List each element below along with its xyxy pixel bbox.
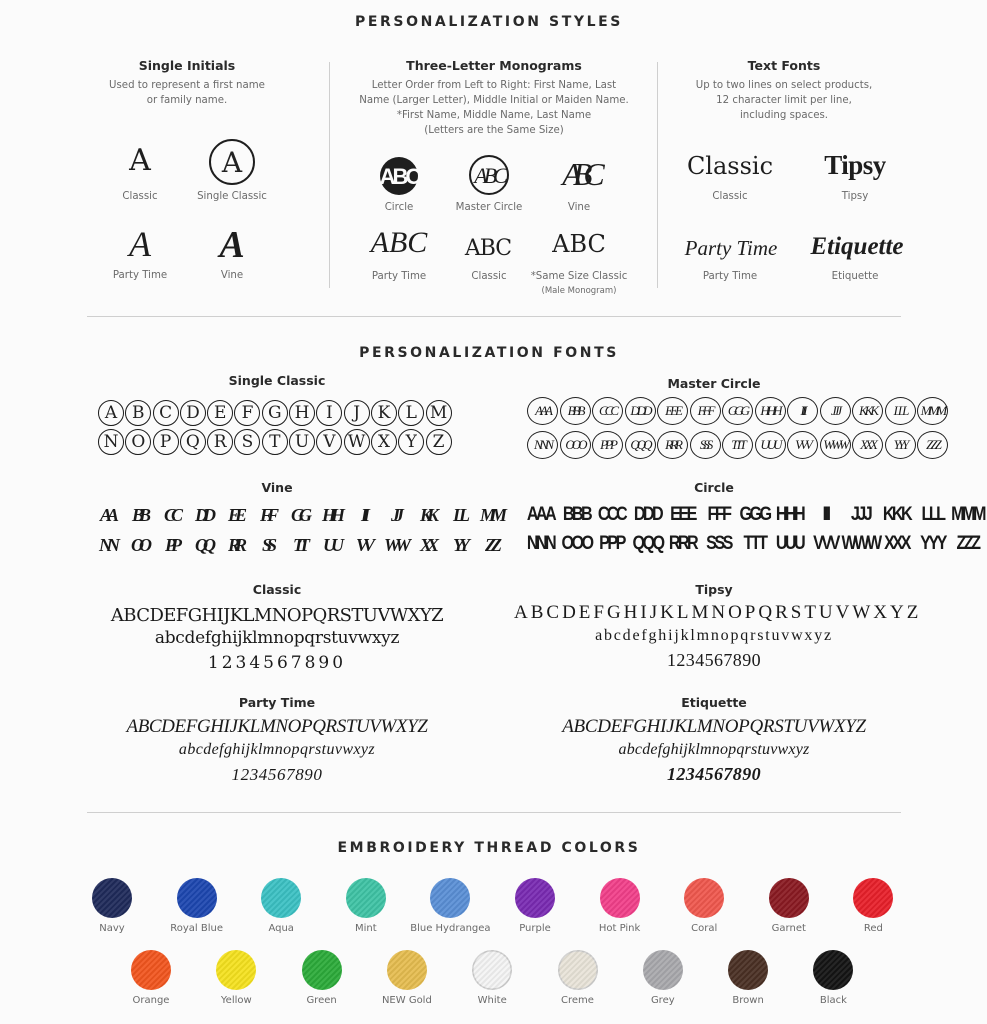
thread-color-label: Blue Hydrangea xyxy=(410,923,491,934)
circle-glyph: VVV xyxy=(812,533,838,554)
master-circle-glyph: EEE xyxy=(657,397,688,425)
single-classic-glyph: S xyxy=(234,429,260,455)
master-circle-glyph: III xyxy=(787,397,818,425)
vine-glyph: JJ xyxy=(391,504,399,525)
vine-glyph: YY xyxy=(453,534,465,555)
svg-text:ABC: ABC xyxy=(562,156,596,192)
master-circle-glyph: XXX xyxy=(852,431,883,459)
vine-three-caption: Vine xyxy=(567,202,591,213)
tipsy-text-caption: Tipsy xyxy=(841,191,869,202)
single-classic-glyph: I xyxy=(316,400,342,426)
vine-monogram-sample xyxy=(554,152,604,198)
single-classic-font-title: Single Classic xyxy=(228,373,326,388)
classic-uppercase: ABCDEFGHIJKLMNOPQRSTUVWXYZ xyxy=(110,605,444,626)
thread-color-label: Garnet xyxy=(771,923,806,934)
classic-digits: 1234567890 xyxy=(207,653,347,673)
thread-color-label: Red xyxy=(863,923,883,934)
single-classic-glyph: N xyxy=(98,429,124,455)
circle-monogram-icon xyxy=(378,155,420,197)
styles-section-title: PERSONALIZATION STYLES xyxy=(355,14,623,30)
tipsy-text-sample: Tipsy xyxy=(824,150,886,180)
single-initials-title: Single Initials xyxy=(138,58,236,73)
single-classic-glyph: Q xyxy=(180,429,206,455)
section-divider-1 xyxy=(87,316,901,317)
thread-swatch[interactable] xyxy=(131,950,171,990)
thread-color-label: Hot Pink xyxy=(598,923,641,934)
vine-glyph: CC xyxy=(163,504,178,525)
three-letter-title: Three-Letter Monograms xyxy=(406,58,582,73)
single-classic-glyph: W xyxy=(344,429,370,455)
master-circle-glyph: JJJ xyxy=(820,397,851,425)
single-classic-glyph: F xyxy=(234,400,260,426)
male-monogram-caption: (Male Monogram) xyxy=(541,286,617,296)
master-circle-glyph: RRR xyxy=(657,431,688,459)
master-circle-glyph: DDD xyxy=(625,397,656,425)
thread-swatch[interactable] xyxy=(853,878,893,918)
master-circle-glyph: ZZZ xyxy=(917,431,948,459)
classic-text-caption: Classic xyxy=(712,191,748,202)
vine-monogram-icon xyxy=(554,153,604,197)
classic-font-title: Classic xyxy=(252,582,302,597)
etiquette-text-sample: Etiquette xyxy=(810,233,904,260)
master-circle-row-2 xyxy=(527,431,950,459)
circle-row-1 xyxy=(524,501,987,529)
vine-glyph: UU xyxy=(323,534,339,555)
vine-glyph: AA xyxy=(99,504,114,525)
party-time-three-caption: Party Time xyxy=(371,271,427,282)
single-classic-glyph: C xyxy=(153,400,179,426)
single-classic-glyph: R xyxy=(207,429,233,455)
master-circle-font-title: Master Circle xyxy=(667,376,761,391)
master-circle-glyph: MMM xyxy=(917,397,948,425)
vine-glyph: KK xyxy=(419,504,434,525)
thread-swatch[interactable] xyxy=(472,950,512,990)
circle-glyph: UUU xyxy=(775,533,804,554)
column-divider-left xyxy=(329,62,330,288)
circle-monogram-sample xyxy=(376,154,422,198)
text-fonts-title: Text Fonts xyxy=(747,58,821,73)
circle-glyph: KKK xyxy=(882,504,911,525)
circle-font-title: Circle xyxy=(694,480,734,495)
same-size-classic-sample: ABC xyxy=(552,230,606,258)
single-classic-glyph: O xyxy=(125,429,151,455)
classic-lowercase: abcdefghijklmnopqrstuvwxyz xyxy=(154,628,400,648)
thread-color-label: Grey xyxy=(650,995,675,1006)
master-circle-glyph: FFF xyxy=(690,397,721,425)
single-classic-row-1 xyxy=(98,400,453,426)
party-time-initial-sample: A xyxy=(129,224,151,264)
vine-glyph: EE xyxy=(227,504,242,525)
etiquette-lowercase: abcdefghijklmnopqrstuvwxyz xyxy=(618,741,810,758)
thread-color-label: White xyxy=(477,995,507,1006)
circle-glyph: OOO xyxy=(561,533,592,554)
vine-row-2 xyxy=(92,532,508,558)
circle-glyph: DDD xyxy=(633,504,661,525)
etiquette-font-title: Etiquette xyxy=(681,695,747,710)
single-classic-glyph: V xyxy=(316,429,342,455)
thread-color-label: NEW Gold xyxy=(381,995,432,1006)
single-classic-glyph: Z xyxy=(426,429,452,455)
party-time-text-sample: Party Time xyxy=(684,236,778,260)
circle-glyph: XXX xyxy=(884,533,909,554)
vine-glyph: XX xyxy=(419,534,434,555)
circle-glyph: BBB xyxy=(562,504,590,525)
vine-caption: Vine xyxy=(220,270,244,281)
vine-glyph: VV xyxy=(355,534,370,555)
master-circle-glyph: KKK xyxy=(852,397,883,425)
vine-font-title: Vine xyxy=(261,480,293,495)
circle-glyph: PPP xyxy=(599,533,625,554)
vine-initial-sample: A xyxy=(219,224,245,266)
party-time-text-caption: Party Time xyxy=(702,271,758,282)
vine-glyph: PP xyxy=(165,534,177,555)
party-time-font-title: Party Time xyxy=(238,695,316,710)
vine-glyph: MM xyxy=(479,504,502,525)
thread-swatch[interactable] xyxy=(600,878,640,918)
vine-glyph: HH xyxy=(321,504,340,525)
tipsy-lowercase: abcdefghijklmnopqrstuvwxyz xyxy=(595,627,833,644)
single-classic-glyph: G xyxy=(262,400,288,426)
thread-swatch[interactable] xyxy=(302,950,342,990)
master-circle-glyph: OOO xyxy=(560,431,591,459)
same-size-classic-caption: *Same Size Classic xyxy=(530,271,628,282)
master-circle-glyph: SSS xyxy=(690,431,721,459)
thread-color-label: Coral xyxy=(691,923,718,934)
vine-glyph: GG xyxy=(291,504,307,525)
vine-glyph: DD xyxy=(195,504,211,525)
vine-glyph: RR xyxy=(227,534,242,555)
thread-color-label: Yellow xyxy=(220,995,252,1006)
circle-glyph: TTT xyxy=(743,533,766,554)
classic-text-sample: Classic xyxy=(686,152,774,180)
single-classic-glyph: E xyxy=(207,400,233,426)
svg-text:ABC: ABC xyxy=(379,164,419,189)
svg-text:ABC: ABC xyxy=(474,163,504,188)
master-circle-glyph: BBB xyxy=(560,397,591,425)
vine-glyph: FF xyxy=(259,504,274,525)
circle-glyph: III xyxy=(822,504,829,525)
thread-swatch[interactable] xyxy=(515,878,555,918)
circle-glyph: ZZZ xyxy=(956,533,979,554)
single-classic-glyph: A xyxy=(98,400,124,426)
master-circle-row-1 xyxy=(527,397,950,425)
master-circle-glyph: NNN xyxy=(527,431,558,459)
fonts-section-title: PERSONALIZATION FONTS xyxy=(359,345,619,361)
single-classic-glyph: K xyxy=(371,400,397,426)
thread-color-label: Royal Blue xyxy=(170,923,223,934)
thread-swatch[interactable] xyxy=(216,950,256,990)
thread-color-label: Aqua xyxy=(268,923,294,934)
master-circle-monogram-sample xyxy=(466,152,512,198)
thread-color-label: Creme xyxy=(561,995,594,1006)
vine-row-1 xyxy=(92,502,508,528)
master-circle-glyph: CCC xyxy=(592,397,623,425)
three-letter-desc: Letter Order from Left to Right: First Name, Last Name (Larger Letter), Middle Initial or Maiden Name. *First Name, Middle Name, Last Name (Letters are the Same Size) xyxy=(359,80,629,136)
circle-row-2 xyxy=(524,530,987,558)
circle-glyph: JJJ xyxy=(851,504,871,525)
single-classic-sample: A xyxy=(129,143,151,178)
classic-three-caption: Classic xyxy=(471,271,507,282)
tipsy-uppercase: ABCDEFGHIJKLMNOPQRSTUVWXYZ xyxy=(514,602,922,623)
thread-color-label: Orange xyxy=(132,995,170,1006)
party-time-digits: 1234567890 xyxy=(231,765,323,784)
circle-glyph: NNN xyxy=(526,533,555,554)
vine-glyph: LL xyxy=(453,504,465,525)
single-classic-glyph: P xyxy=(153,429,179,455)
vine-glyph: OO xyxy=(131,534,147,555)
thread-color-label: Navy xyxy=(99,923,125,934)
master-circle-glyph: LLL xyxy=(885,397,916,425)
column-divider-right xyxy=(657,62,658,288)
single-classic-glyph: M xyxy=(426,400,452,426)
party-time-lowercase: abcdefghijklmnopqrstuvwxyz xyxy=(178,741,376,758)
thread-swatch[interactable] xyxy=(261,878,301,918)
circle-glyph: AAA xyxy=(526,504,555,525)
single-classic-glyph: D xyxy=(180,400,206,426)
circle-glyph: FFF xyxy=(707,504,730,525)
thread-color-label: Purple xyxy=(519,923,551,934)
thread-swatch[interactable] xyxy=(387,950,427,990)
single-classic-caption: Single Classic xyxy=(197,191,267,202)
circle-glyph: WWW xyxy=(841,533,880,554)
master-circle-glyph: GGG xyxy=(722,397,753,425)
party-time-uppercase: ABCDEFGHIJKLMNOPQRSTUVWXYZ xyxy=(126,716,428,737)
master-circle-glyph: TTT xyxy=(722,431,753,459)
single-classic-glyph: U xyxy=(289,429,315,455)
thread-swatch[interactable] xyxy=(769,878,809,918)
circle-glyph: MMM xyxy=(951,504,984,525)
circle-glyph: CCC xyxy=(598,504,626,525)
single-classic-glyph: J xyxy=(344,400,370,426)
circle-glyph: LLL xyxy=(921,504,944,525)
thread-color-label: Green xyxy=(306,995,337,1006)
section-divider-2 xyxy=(87,812,901,813)
etiquette-uppercase: ABCDEFGHIJKLMNOPQRSTUVWXYZ xyxy=(562,716,866,737)
text-fonts-desc: Up to two lines on select products, 12 character limit per line, including spaces. xyxy=(695,80,873,121)
master-circle-glyph: VVV xyxy=(787,431,818,459)
single-classic-glyph: Y xyxy=(398,429,424,455)
master-circle-glyph: WWW xyxy=(820,431,851,459)
thread-swatch[interactable] xyxy=(684,878,724,918)
master-circle-glyph: YYY xyxy=(885,431,916,459)
vine-glyph: QQ xyxy=(195,534,211,555)
thread-swatch[interactable] xyxy=(92,878,132,918)
vine-glyph: ZZ xyxy=(485,534,497,555)
single-classic-glyph: H xyxy=(289,400,315,426)
circle-glyph: SSS xyxy=(706,533,731,554)
circle-glyph: YYY xyxy=(919,533,945,554)
etiquette-text-caption: Etiquette xyxy=(831,271,879,282)
tipsy-digits: 1234567890 xyxy=(667,650,761,670)
classic-monogram-sample: ABC xyxy=(464,236,512,261)
vine-glyph: SS xyxy=(261,534,273,555)
thread-section-title: EMBROIDERY THREAD COLORS xyxy=(337,840,641,856)
vine-glyph: BB xyxy=(131,504,146,525)
circle-glyph: EEE xyxy=(670,504,696,525)
master-circle-glyph: AAA xyxy=(527,397,558,425)
thread-color-label: Mint xyxy=(354,923,377,934)
circle-glyph: RRR xyxy=(669,533,697,554)
master-circle-monogram-icon xyxy=(467,153,511,197)
master-circle-caption: Master Circle xyxy=(455,202,523,213)
single-classic-glyph: B xyxy=(125,400,151,426)
master-circle-glyph: HHH xyxy=(755,397,786,425)
master-circle-glyph: UUU xyxy=(755,431,786,459)
circle-glyph: QQQ xyxy=(632,533,663,554)
vine-glyph: WW xyxy=(383,534,406,555)
thread-swatch[interactable] xyxy=(813,950,853,990)
thread-swatch[interactable] xyxy=(177,878,217,918)
vine-glyph: NN xyxy=(99,534,115,555)
single-classic-glyph: L xyxy=(398,400,424,426)
circle-glyph: HHH xyxy=(775,504,804,525)
party-time-monogram-sample: ABC xyxy=(370,226,428,259)
circle-glyph: GGG xyxy=(739,504,770,525)
thread-swatch[interactable] xyxy=(728,950,768,990)
single-classic-glyph: T xyxy=(262,429,288,455)
vine-glyph: II xyxy=(360,504,365,525)
classic-caption: Classic xyxy=(122,191,158,202)
thread-swatch[interactable] xyxy=(430,878,470,918)
master-circle-glyph: PPP xyxy=(592,431,623,459)
thread-swatch[interactable] xyxy=(346,878,386,918)
single-initials-desc: Used to represent a first name or family name. xyxy=(109,80,265,106)
thread-swatch[interactable] xyxy=(558,950,598,990)
master-circle-glyph: QQQ xyxy=(625,431,656,459)
thread-color-label: Black xyxy=(819,995,847,1006)
circle-caption: Circle xyxy=(384,202,414,213)
thread-swatch[interactable] xyxy=(643,950,683,990)
etiquette-digits: 1234567890 xyxy=(667,764,761,784)
thread-color-label: Brown xyxy=(732,995,764,1006)
single-circle-sample: A xyxy=(209,139,255,185)
single-classic-glyph: X xyxy=(371,429,397,455)
party-time-caption: Party Time xyxy=(112,270,168,281)
single-classic-row-2 xyxy=(98,429,453,455)
tipsy-font-title: Tipsy xyxy=(695,582,733,597)
vine-glyph: TT xyxy=(293,534,305,555)
